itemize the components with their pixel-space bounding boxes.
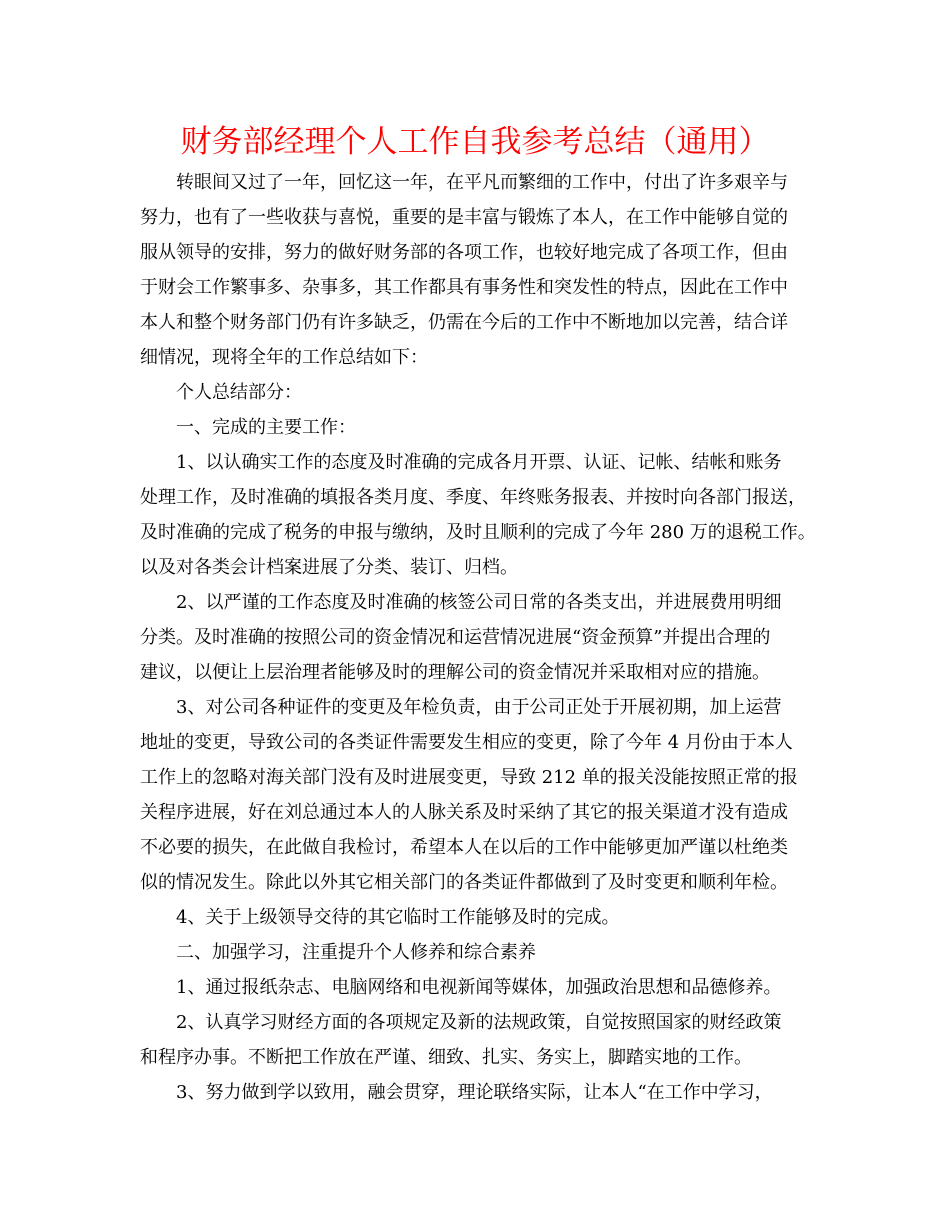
body-line: 3、努力做到学以致用，融会贯穿，理论联络实际，让本人“在工作中学习， <box>176 1082 773 1103</box>
body-line: 3、对公司各种证件的变更及年检负责，由于公司正处于开展初期，加上运营 <box>176 697 782 718</box>
body-line: 2、以严谨的工作态度及时准确的核签公司日常的各类支出，并进展费用明细 <box>176 592 782 613</box>
body-line: 一、完成的主要工作： <box>176 417 356 438</box>
body-line: 4、关于上级领导交待的其它临时工作能够及时的完成。 <box>176 907 620 928</box>
body-line: 及时准确的完成了税务的申报与缴纳，及时且顺利的完成了今年 280 万的退税工作。 <box>140 522 816 543</box>
body-line: 分类。及时准确的按照公司的资金情况和运营情况进展“资金预算”并提出合理的 <box>140 627 771 648</box>
body-line: 1、以认确实工作的态度及时准确的完成各月开票、认证、记帐、结帐和账务 <box>176 452 782 473</box>
document-title: 财务部经理个人工作自我参考总结（通用） <box>180 124 770 160</box>
body-line: 1、通过报纸杂志、电脑网络和电视新闻等媒体，加强政治思想和品德修养。 <box>176 977 782 998</box>
body-line: 于财会工作繁事多、杂事多，其工作都具有事务性和突发性的特点，因此在工作中 <box>140 277 788 298</box>
body-line: 以及对各类会计档案进展了分类、装订、归档。 <box>140 557 518 578</box>
body-line: 似的情况发生。除此以外其它相关部门的各类证件都做到了及时变更和顺利年检。 <box>140 872 788 893</box>
body-line: 服从领导的安排，努力的做好财务部的各项工作，也较好地完成了各项工作，但由 <box>140 242 788 263</box>
body-line: 处理工作，及时准确的填报各类月度、季度、年终账务报表、并按时向各部门报送， <box>140 487 806 508</box>
body-line: 转眼间又过了一年，回忆这一年，在平凡而繁细的工作中，付出了许多艰辛与 <box>176 172 788 193</box>
body-line: 和程序办事。不断把工作放在严谨、细致、扎实、务实上，脚踏实地的工作。 <box>140 1047 752 1068</box>
body-line: 努力，也有了一些收获与喜悦，重要的是丰富与锻炼了本人，在工作中能够自觉的 <box>140 207 788 228</box>
document-body <box>140 165 816 1110</box>
body-line: 地址的变更，导致公司的各类证件需要发生相应的变更，除了今年 4 月份由于本人 <box>140 732 793 753</box>
body-line: 关程序进展，好在刘总通过本人的人脉关系及时采纳了其它的报关渠道才没有造成 <box>140 802 788 823</box>
body-line: 2、认真学习财经方面的各项规定及新的法规政策，自觉按照国家的财经政策 <box>176 1012 782 1033</box>
body-line: 不必要的损失，在此做自我检讨，希望本人在以后的工作中能够更加严谨以杜绝类 <box>140 837 788 858</box>
body-line: 建议，以便让上层治理者能够及时的理解公司的资金情况并采取相对应的措施。 <box>140 662 770 683</box>
body-line: 本人和整个财务部门仍有许多缺乏，仍需在今后的工作中不断地加以完善，结合详 <box>140 312 788 333</box>
body-line: 工作上的忽略对海关部门没有及时进展变更，导致 212 单的报关没能按照正常的报 <box>140 767 798 788</box>
body-line: 二、加强学习，注重提升个人修养和综合素养 <box>176 942 536 963</box>
body-line: 细情况，现将全年的工作总结如下： <box>140 347 428 368</box>
body-line: 个人总结部分： <box>176 382 302 403</box>
